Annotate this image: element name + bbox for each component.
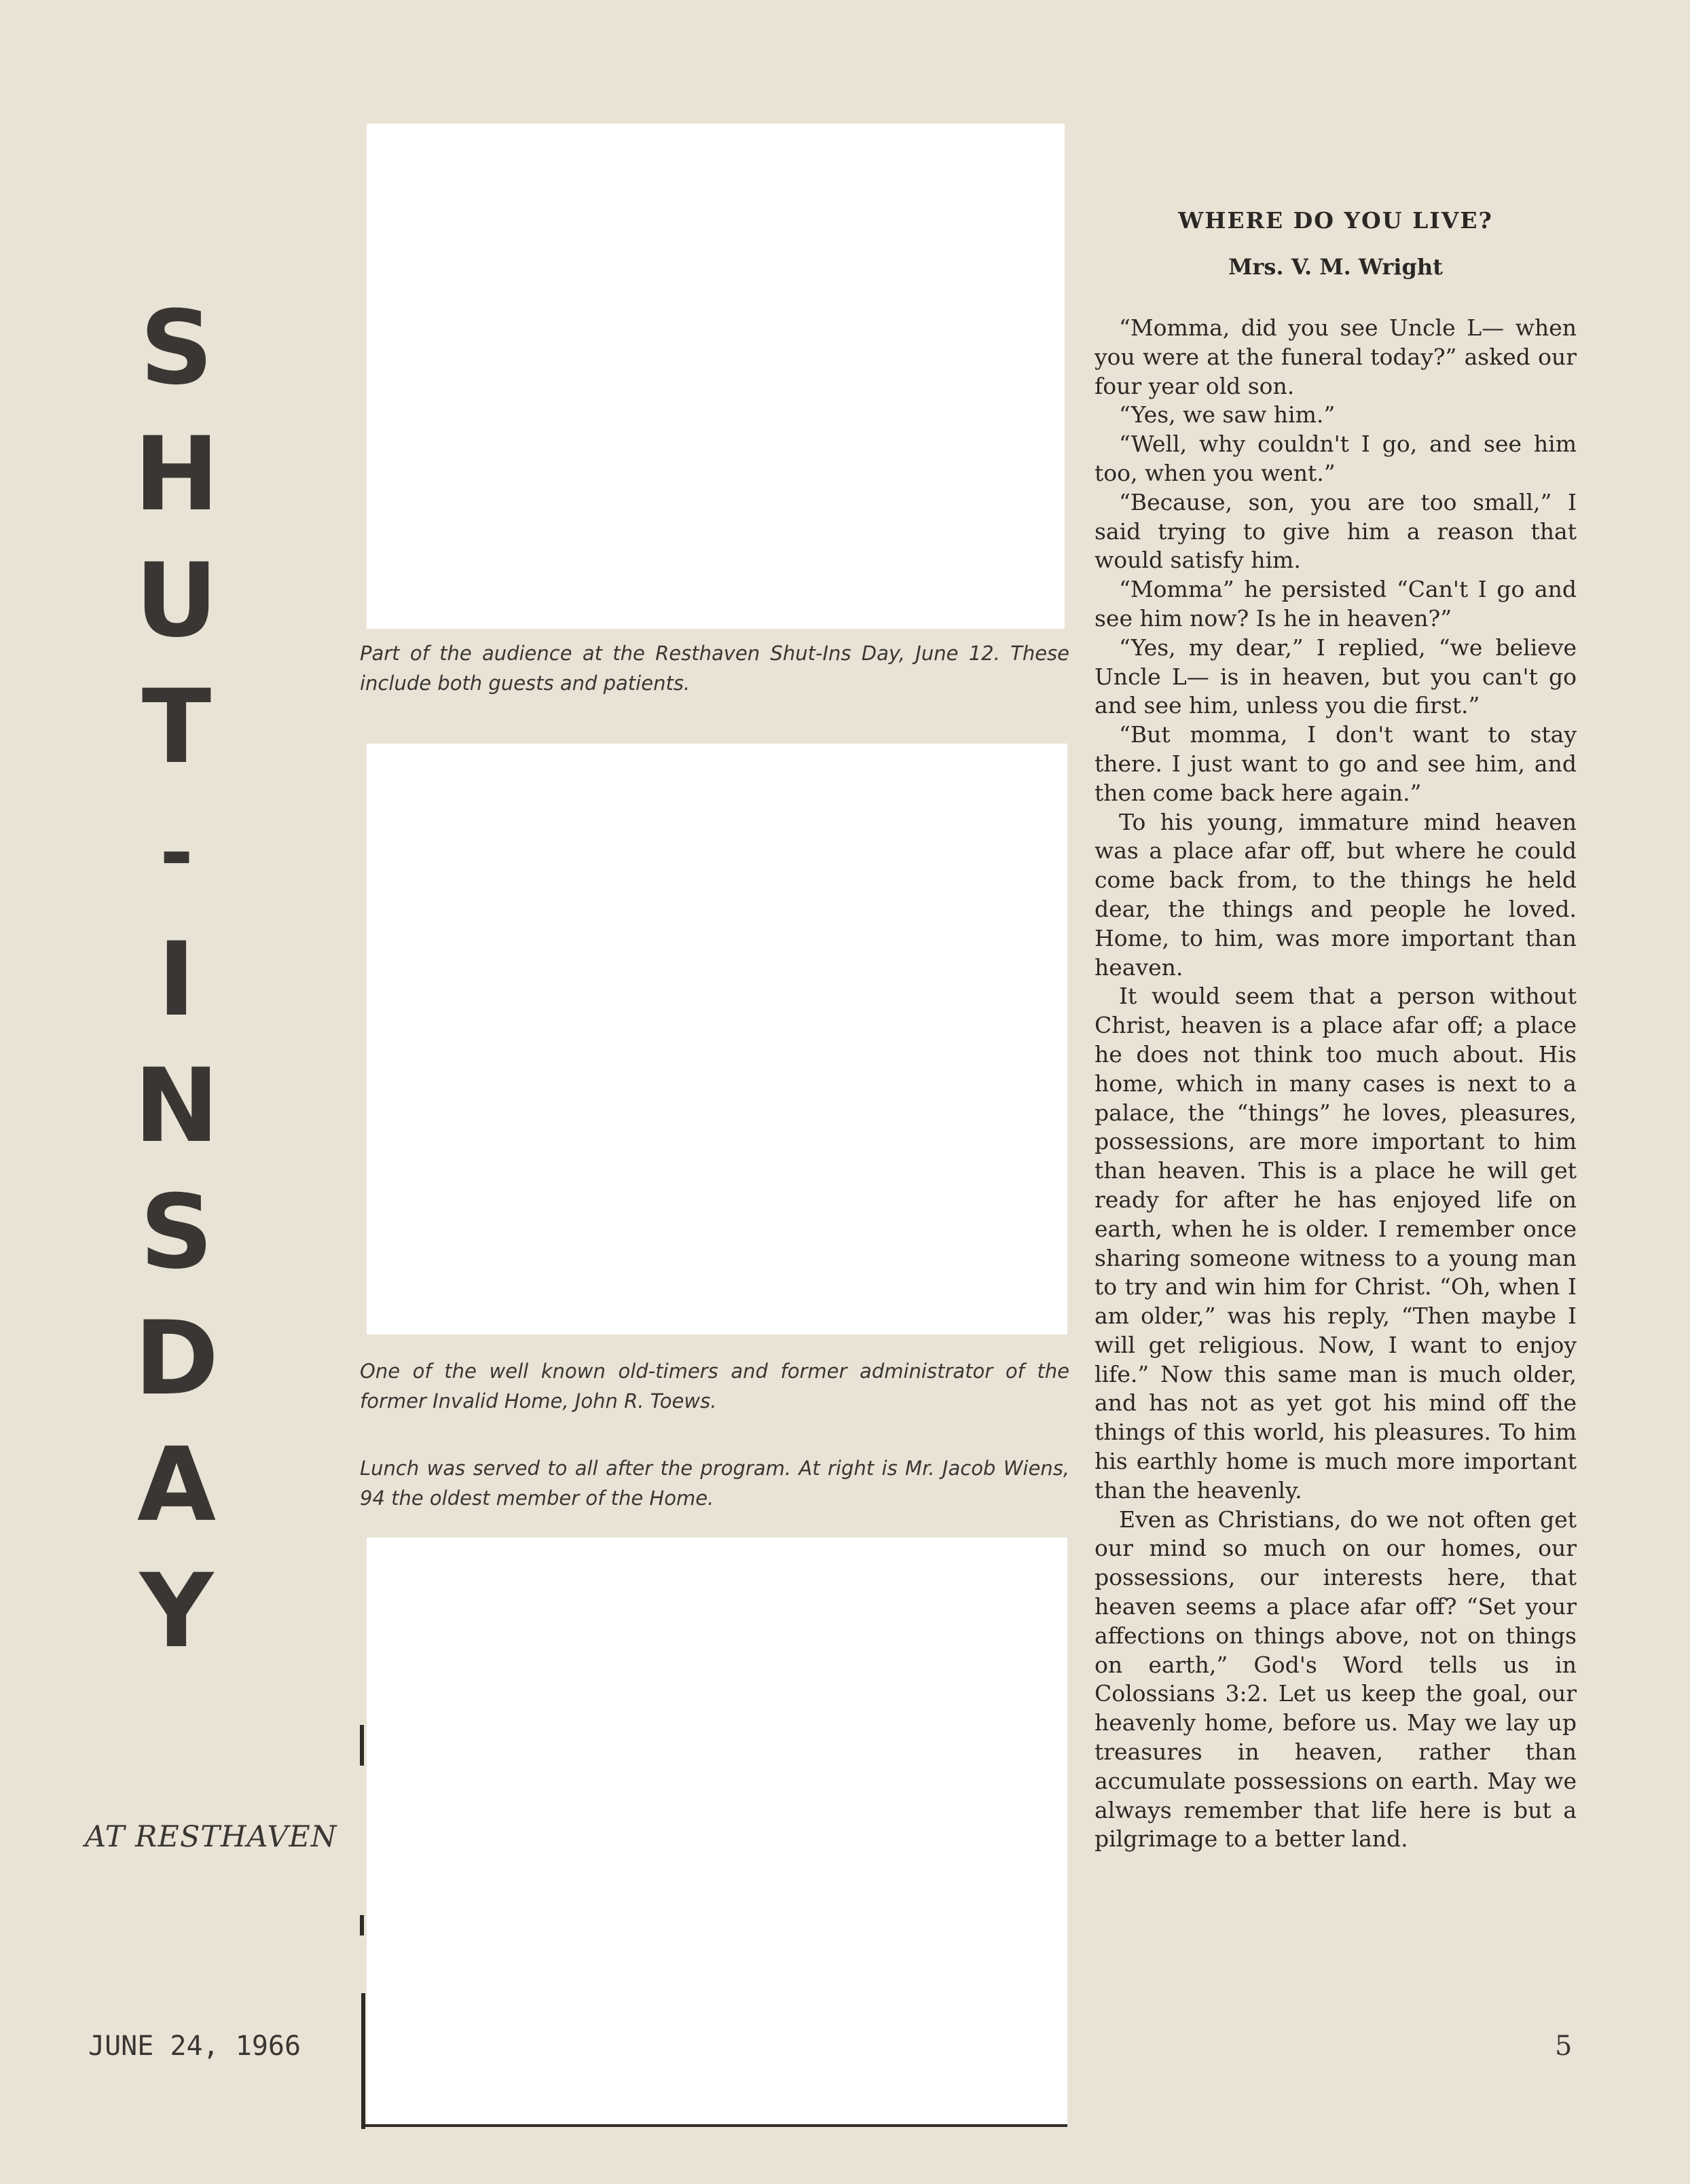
article-paragraph: “Well, why couldn't I go, and see him too, when you went.” — [1095, 431, 1577, 486]
title-letter: - — [160, 806, 194, 900]
article-paragraph: To his young, immature mind heaven was a place afar off, but where he could come back from, to the things he held dear, the things and people he loved. Home, to him, was more important than heaven. — [1095, 808, 1577, 981]
title-letter: D — [134, 1300, 219, 1418]
article-author: Mrs. V. M. Wright — [1228, 254, 1443, 280]
article — [1095, 207, 1577, 1854]
photo-caption: One of the well known old-timers and former administrator of the former Invalid Home, John R. Toews. — [360, 1360, 1069, 1413]
photo-audience — [367, 124, 1065, 629]
photo-caption: Lunch was served to all after the program. At right is Mr. Jacob Wiens, 94 the oldest member of the Home. — [360, 1457, 1069, 1510]
title-letter: N — [134, 1047, 219, 1165]
subtitle: AT RESTHAVEN — [85, 1820, 337, 1854]
title-letter: T — [141, 668, 212, 786]
title-letter: S — [139, 289, 214, 407]
article-paragraph: “Momma, did you see Uncle L— when you were at the funeral today?” asked our four year old son. — [1095, 314, 1577, 399]
article-paragraph: “But momma, I don't want to stay there. I just want to go and see him, and then come back here again.” — [1095, 721, 1577, 806]
article-paragraph: It would seem that a person without Christ, heaven is a place afar off; a place he does not think too much about. His home, which in many cases is next to a palace, the “things” he loves, pleasures, possessions, are more important to him than heaven. This is a place he will get ready for after he has enjoyed life on earth, when he is older. I remember once sharing someone witness to a young man to try and win him for Christ. “Oh, when I am older,” was his reply, “Then maybe I will get religious. Now, I want to enjoy life.” Now this same man is much older, and has not as yet got his mind off the things of this world, his pleasures. To him his earthly home is much more important than the heavenly. — [1095, 983, 1577, 1504]
article-paragraph: Even as Christians, do we not often get our mind so much on our homes, our possessions, our interests here, that heaven seems a place afar off? “Set your affections on things above, not on things on earth,” God's Word tells us in Colossians 3:2. Let us keep the goal, our heavenly home, before us. May we lay up treasures in heaven, rather than accumulate possessions on earth. May we always remember that life here is but a pilgrimage to a better land. — [1095, 1506, 1577, 1853]
issue-date: JUNE 24, 1966 — [88, 2031, 301, 2062]
article-paragraph: “Yes, we saw him.” — [1119, 401, 1336, 429]
photo-old-timer — [367, 744, 1067, 1334]
vertical-title — [102, 285, 251, 1675]
article-title: WHERE DO YOU LIVE? — [1178, 207, 1493, 234]
title-letter: U — [135, 542, 218, 660]
title-letter: S — [139, 1173, 214, 1292]
title-letter: Y — [139, 1552, 214, 1671]
article-body — [1095, 314, 1577, 1854]
article-paragraph: “Because, son, you are too small,” I said trying to give him a reason that would satisfy him. — [1095, 488, 1577, 574]
title-letter: I — [158, 921, 196, 1039]
scan-edge — [360, 1725, 364, 1766]
scan-edge — [360, 1915, 364, 1935]
photo-caption: Part of the audience at the Resthaven Shut-Ins Day, June 12. These include both guests and patients. — [360, 642, 1069, 695]
scan-edge — [361, 1993, 365, 2129]
title-letter: H — [134, 416, 219, 534]
article-paragraph: “Momma” he persisted “Can't I go and see him now? Is he in heaven?” — [1095, 576, 1577, 632]
photo-lunch — [367, 1537, 1067, 2124]
scan-edge — [361, 2124, 1067, 2127]
page-number: 5 — [1555, 2031, 1573, 2062]
article-paragraph: “Yes, my dear,” I replied, “we believe Uncle L— is in heaven, but you can't go and see him, unless you die first.” — [1095, 634, 1577, 719]
title-letter: A — [136, 1426, 217, 1544]
